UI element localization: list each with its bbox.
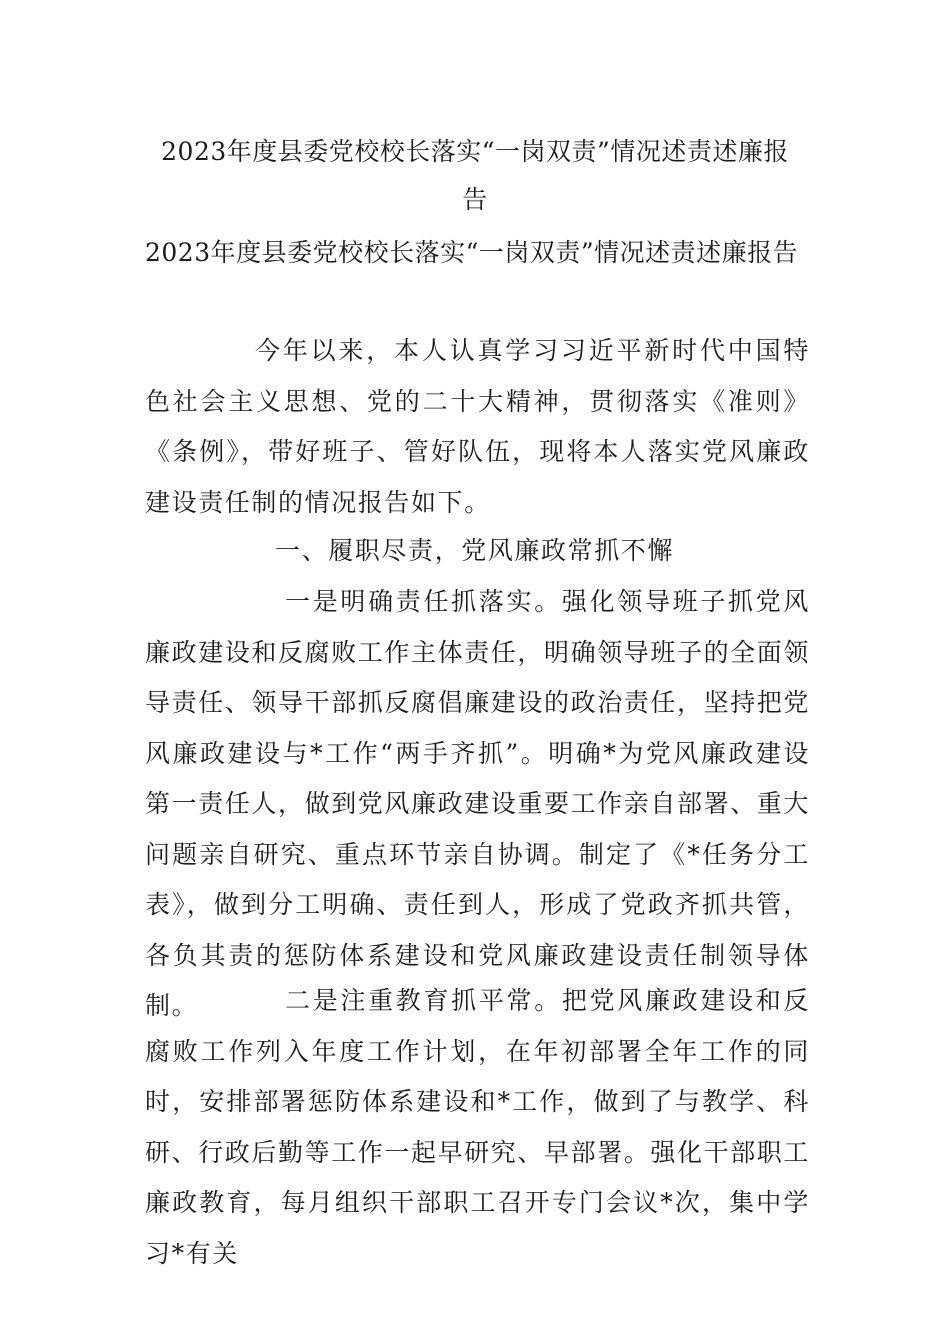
title-line-2: 告 <box>462 185 488 214</box>
intro-paragraph: 今年以来，本人认真学习习近平新时代中国特色社会主义思想、党的二十大精神，贯彻落实《准则》《条例》，带好班子、管好队伍，现将本人落实党风廉政建设责任制的情况报告如下。 <box>145 336 810 517</box>
document-title-repeat: 2023年度县委党校校长落实“一岗双责”情况述责述廉报告 <box>145 238 799 267</box>
document-title <box>120 128 830 224</box>
paragraph-responsibility: 一是明确责任抓落实。强化领导班子抓党风廉政建设和反腐败工作主体责任，明确领导班子的全面领导责任、领导干部抓反腐倡廉建设的政治责任，坚持把党风廉政建设与*工作“两手齐抓”。明确*为党风廉政建设第一责任人，做到党风廉政建设重要工作亲自部署、重大问题亲自研究、重点环节亲自协调。制定了《*任务分工表》，做到分工明确、责任到人，形成了党政齐抓共管，各负其责的惩防体系建设和党风廉政建设责任制领导体制。 <box>145 587 811 1020</box>
title-line-1: 2023年度县委党校校长落实“一岗双责”情况述责述廉报 <box>161 137 789 166</box>
paragraph-education: 二是注重教育抓平常。把党风廉政建设和反腐败工作列入年度工作计划，在年初部署全年工作的同时，安排部署惩防体系建设和*工作，做到了与教学、科研、行政后勤等工作一起早研究、早部署。强化干部职工廉政教育，每月组织干部职工召开专门会议*次，集中学习*有关 <box>145 986 811 1268</box>
section-heading-1: 一、履职尽责，党风廉政常抓不懈 <box>275 536 675 565</box>
